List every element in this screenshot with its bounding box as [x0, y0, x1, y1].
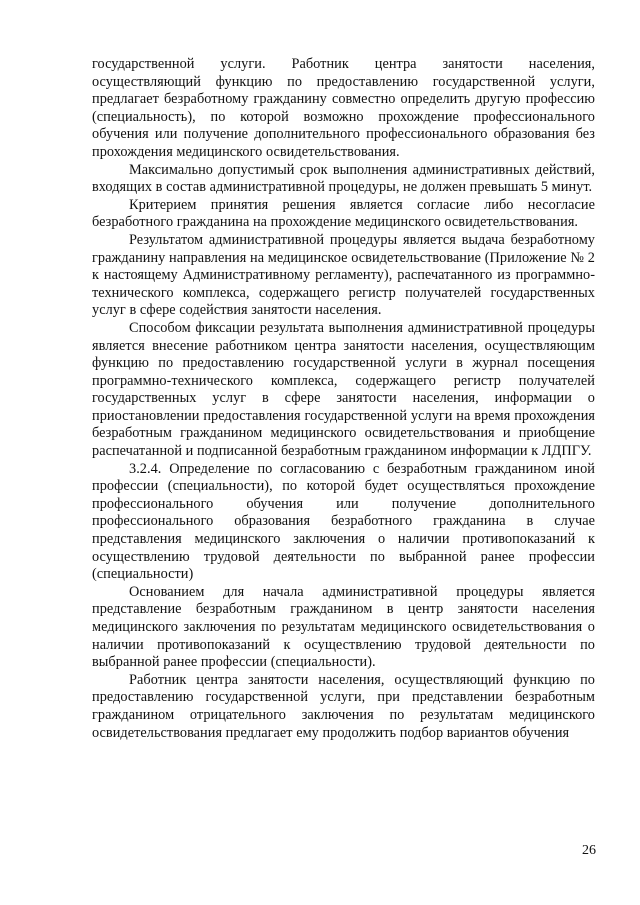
- paragraph-procedure-result: Результатом административной процедуры является выдача безработному гражданину направления на медицинское освидетельствование (Приложение № 2 к настоящему Административному регламенту), распечатанного из программно-технического комплекса, содержащего регистр получателей государственных услуг в сфере содействия занятости населения.: [92, 231, 595, 319]
- paragraph-decision-criterion: Критерием принятия решения является согласие либо несогласие безработного гражданина на прохождение медицинского освидетельствования.: [92, 196, 595, 231]
- paragraph-time-limit: Максимально допустимый срок выполнения административных действий, входящих в состав административной процедуры, не должен превышать 5 минут.: [92, 161, 595, 196]
- paragraph-continuation: государственной услуги. Работник центра занятости населения, осуществляющий функцию по предоставлению государственной услуги, предлагает безработному гражданину совместно определить другую профессию (специальность), по которой возможно прохождение профессионального обучения или получение дополнительного профессионального образования без прохождения медицинского освидетельствования.: [92, 56, 595, 160]
- paragraph-worker-action: Работник центра занятости населения, осуществляющий функцию по предоставлению государственной услуги, при представлении безработным гражданином отрицательного заключения по результатам медицинского освидетельствования предлагает ему продолжить подбор вариантов обучения: [92, 671, 595, 741]
- paragraph-section-3-2-4: 3.2.4. Определение по согласованию с безработным гражданином иной профессии (специальности), по которой будет осуществляться прохождение профессионального обучения или получение дополнительного профессионального образования безработного гражданина в случае представления медицинского заключения о наличии противопоказаний к осуществлению трудовой деятельности по выбранной ранее профессии (специальности): [92, 460, 595, 583]
- page-number: 26: [582, 843, 596, 858]
- body-text: [92, 56, 595, 742]
- paragraph-fixation-method: Способом фиксации результата выполнения административной процедуры является внесение работником центра занятости населения, осуществляющим функцию по предоставлению государственной услуги в журнал посещения программно-технического комплекса, содержащего регистр получателей государственных услуг в сфере занятости населения, информации о приостановлении предоставления государственной услуги на время прохождения безработным гражданином медицинского освидетельствования и приобщение распечатанной и подписанной безработным гражданином информации к ЛДПГУ.: [92, 319, 595, 460]
- paragraph-procedure-basis: Основанием для начала административной процедуры является представление безработным гражданином в центр занятости населения медицинского заключения по результатам медицинского освидетельствования о наличии противопоказаний к осуществлению трудовой деятельности по выбранной ранее профессии (специальности).: [92, 583, 595, 671]
